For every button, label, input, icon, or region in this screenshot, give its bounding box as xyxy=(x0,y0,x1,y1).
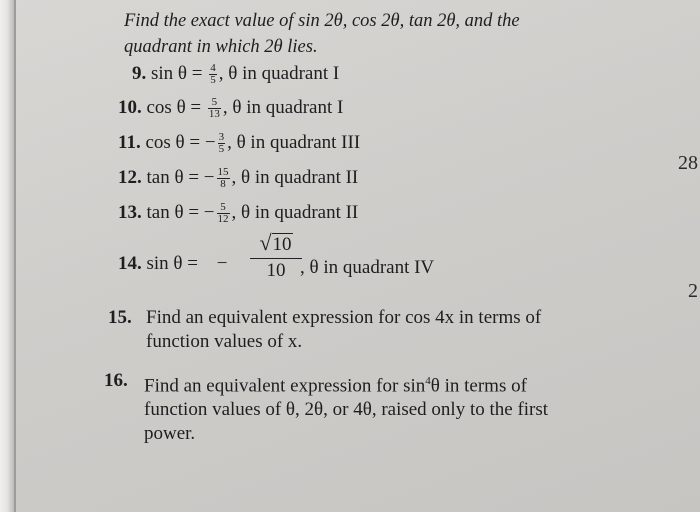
fraction-denominator: 5 xyxy=(218,143,225,156)
fraction-numerator: 15 xyxy=(217,166,229,179)
problem-lhs: cos θ = xyxy=(145,132,201,153)
problem-11 xyxy=(118,131,360,155)
fraction xyxy=(217,167,230,190)
fraction-numerator: 4 xyxy=(210,62,216,75)
fraction-denominator: 10 xyxy=(266,260,286,281)
fraction-denominator: 13 xyxy=(208,108,220,121)
problem-13 xyxy=(118,201,358,225)
line-end: θ in terms of xyxy=(430,375,527,397)
fraction-numerator: 5 xyxy=(217,202,230,214)
problem-number: 14. xyxy=(118,253,142,274)
quadrant-condition: , θ in quadrant II xyxy=(231,202,359,223)
fraction-denominator: 12 xyxy=(217,213,229,226)
quadrant-condition: , θ in quadrant II xyxy=(231,167,359,188)
fraction xyxy=(217,202,230,225)
problem-number: 12. xyxy=(118,167,142,188)
problem-10 xyxy=(118,96,343,120)
problem-line-3: power. xyxy=(144,423,196,445)
fraction-sign: − xyxy=(203,202,215,223)
sqrt-fraction xyxy=(250,232,302,283)
fraction-sign: − xyxy=(216,253,228,274)
fraction-sign: − xyxy=(203,167,215,188)
problem-number: 16. xyxy=(104,370,128,391)
problem-14 xyxy=(118,252,227,276)
problem-lhs: tan θ = xyxy=(146,202,200,223)
margin-page-number: 2 xyxy=(688,280,698,302)
problem-number: 10. xyxy=(118,97,142,118)
problem-text xyxy=(144,369,614,446)
problem-number: 15. xyxy=(108,307,132,328)
fraction-numerator: 3 xyxy=(218,131,225,144)
problem-lhs: tan θ = xyxy=(146,167,200,188)
fraction-denominator: 8 xyxy=(220,178,226,191)
fraction-numerator: 5 xyxy=(208,97,221,109)
problem-number: 9. xyxy=(132,63,147,84)
radicand: 10 xyxy=(272,234,292,255)
fraction xyxy=(218,132,226,155)
problem-number: 11. xyxy=(118,132,141,153)
fraction-denominator: 5 xyxy=(210,74,216,87)
margin-page-number: 28 xyxy=(678,152,698,174)
line-start: Find an equivalent expression for sin xyxy=(144,375,426,397)
problem-line-1 xyxy=(144,369,614,398)
fraction-sign: − xyxy=(204,132,216,153)
problem-lhs: sin θ = xyxy=(151,63,203,84)
problem-14-condition xyxy=(300,256,434,280)
fraction xyxy=(208,97,221,120)
problem-15 xyxy=(108,306,542,352)
instructions-line-1: Find the exact value of sin 2θ, cos 2θ, tan 2θ, and the xyxy=(124,11,520,31)
exponent: 4 xyxy=(425,375,431,387)
problem-number: 13. xyxy=(118,202,142,223)
exercise-instructions xyxy=(124,8,604,60)
problem-lhs: cos θ = xyxy=(146,97,202,118)
problem-text xyxy=(146,306,616,354)
problem-line-1: Find an equivalent expression for cos 4x in terms of xyxy=(146,307,542,328)
quadrant-condition: , θ in quadrant I xyxy=(222,97,344,118)
problem-line-2: function values of x. xyxy=(146,331,303,352)
problem-12 xyxy=(118,166,358,190)
fraction-numerator xyxy=(250,232,302,259)
instructions-line-2: quadrant in which 2θ lies. xyxy=(124,37,318,57)
quadrant-condition: , θ in quadrant III xyxy=(227,132,361,153)
problem-lhs: sin θ = xyxy=(146,253,198,274)
fraction xyxy=(209,63,217,86)
problem-line-2: function values of θ, 2θ, or 4θ, raised only to the first xyxy=(144,399,549,421)
problem-9 xyxy=(132,62,339,86)
square-root-sign: √ xyxy=(259,230,272,255)
quadrant-condition: , θ in quadrant I xyxy=(218,63,340,84)
quadrant-condition: , θ in quadrant IV xyxy=(300,257,435,278)
